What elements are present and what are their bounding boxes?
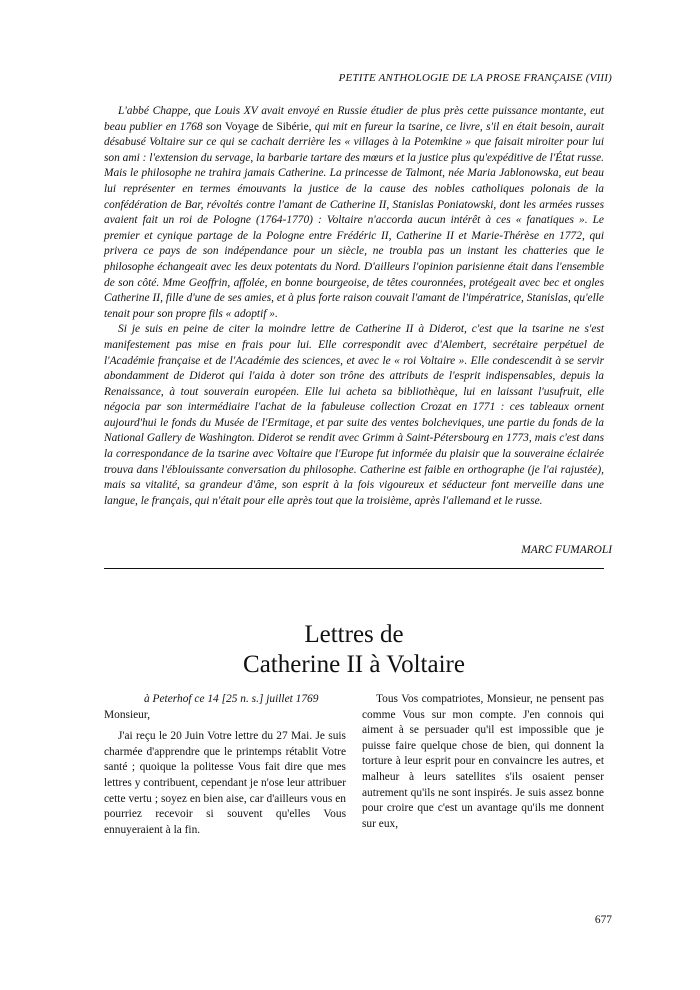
section-title-line-1: Lettres de bbox=[304, 621, 404, 648]
letter-paragraph-left: J'ai reçu le 20 Juin Votre lettre du 27 Mai. Je suis charmée d'apprendre que le printemps rétablit Votre santé ; quoique la politesse Vous fait dire que mes lettres y contribuent, cependant je n'ose leur attribuer cette vertu ; soyez en bien aise, car d'ailleurs vous en pourriez recevoir si souvent qu'elles Vous ennuyeraient à la fin. bbox=[104, 730, 346, 836]
section-title-line-2: Catherine II à Voltaire bbox=[243, 651, 465, 678]
letter-paragraph-right: Tous Vos compatriotes, Monsieur, ne pensent pas comme Vous sur mon compte. J'en connois qui aiment à se persuader qu'il est impossible que je puisse faire quelque chose de bien, qui donnent la torture à leur esprit pour en convaincre les autres, et malheur à leurs satellites s'ils osaient penser autrement qu'ils ne sont inspirés. Je suis assez bonne pour croire que c'est un avantage qu'ils me donnent sur eux, bbox=[362, 693, 604, 830]
running-title: PETITE ANTHOLOGIE DE LA PROSE FRANÇAISE (VIII) bbox=[338, 72, 612, 84]
author-signature: MARC FUMAROLI bbox=[521, 544, 612, 556]
introduction-text bbox=[104, 104, 604, 509]
book-title-voyage: Voyage de Sibérie bbox=[225, 120, 309, 133]
intro-p1-rest: , qui mit en fureur la tsarine, ce livre, s'il en était besoin, aurait désabusé Voltaire sur ce qui se cachait derrière les « villages à la Potemkine » que faisait miroiter pour lui son ami : l'extension du servage, la barbarie tartare des mœurs et la justice plus qu'expéditive de l'État russe. Mais le philosophe ne trahira jamais Catherine. La princesse de Talmont, née Maria Jablonowska, eut beau lui représenter en termes émouvants la justice de la cause des nobles catholiques polonais de la confédération de Bar, révoltés contre l'amant de Catherine II, Stanislas Poniatowski, dont les armées russes avaient fait un roi de Pologne (1764-1770) : Voltaire n'accorda aucun intérêt à ces « fanatiques ». Le premier et cynique partage de la Pologne entre Frédéric II, Catherine II et Marie-Thérèse en 1772, qui privera ce pays de son indépendance pour un siècle, ne troubla pas un instant les chatteries que le philosophe échangeait avec les deux potentats du Nord. D'ailleurs l'opinion parisienne était dans l'ensemble de son côté. Mme Geoffrin, affolée, en bonne bourgeoise, de têtes couronnées, protégeait avec bec et ongles Catherine II, fille d'une de ses amies, et à plus forte raison couvait l'amant de l'impératrice, Stanislas, qu'elle tenait pour son propre fils « adoptif ». bbox=[104, 120, 605, 320]
letter-salutation: Monsieur, bbox=[104, 708, 151, 721]
intro-paragraph-2: Si je suis en peine de citer la moindre lettre de Catherine II à Diderot, c'est que la tsarine ne s'est manifestement pas mise en frais pour lui. Elle correspondit avec d'Alembert, secrétaire perpétuel de l'Académie française et de l'Académie des sciences, et avec le « roi Voltaire ». Elle condescendit à se servir abondamment de Diderot qui l'aida à doter son trône des attributs de l'esprit indispensables, depuis la Renaissance, à tout souverain européen. Elle lui acheta sa bibliothèque, lui en laissant l'usufruit, elle négocia par son intermédiaire l'achat de la fabuleuse collection Crozat en 1771 : ces tableaux ornent aujourd'hui le fonds du Musée de l'Ermitage, et par suite des ventes bolcheviques, une partie du fonds de la National Gallery de Washington. Diderot se rendit avec Grimm à Saint-Pétersbourg en 1773, mais c'est dans la correspondance de la tsarine avec Voltaire que l'Europe fut informée du plaisir que la souveraine éclairée trouva dans l'éblouissante conversation du philosophe. Catherine est faible en orthographe (je l'ai rajustée), mais sa vitalité, sa grandeur d'âme, son esprit à la fois vigoureux et séducteur font merveille dans une langue, le français, qui n'était pour elle après tout que la troisième, après l'allemand et le russe. bbox=[104, 323, 604, 507]
letter-column-left bbox=[104, 692, 346, 838]
letter-dateline: à Peterhof ce 14 [25 n. s.] juillet 1769 bbox=[144, 693, 319, 705]
letter-column-right bbox=[362, 692, 604, 832]
intro-p1-start: L'abbé Chappe, que Louis XV avait envoyé en Russie étudier de plus près cette puissance montante, eut beau publier en 1768 son bbox=[104, 105, 604, 133]
section-divider bbox=[104, 568, 604, 569]
section-title bbox=[104, 620, 604, 680]
page-number: 677 bbox=[594, 914, 612, 926]
intro-paragraph-1 bbox=[104, 104, 604, 322]
